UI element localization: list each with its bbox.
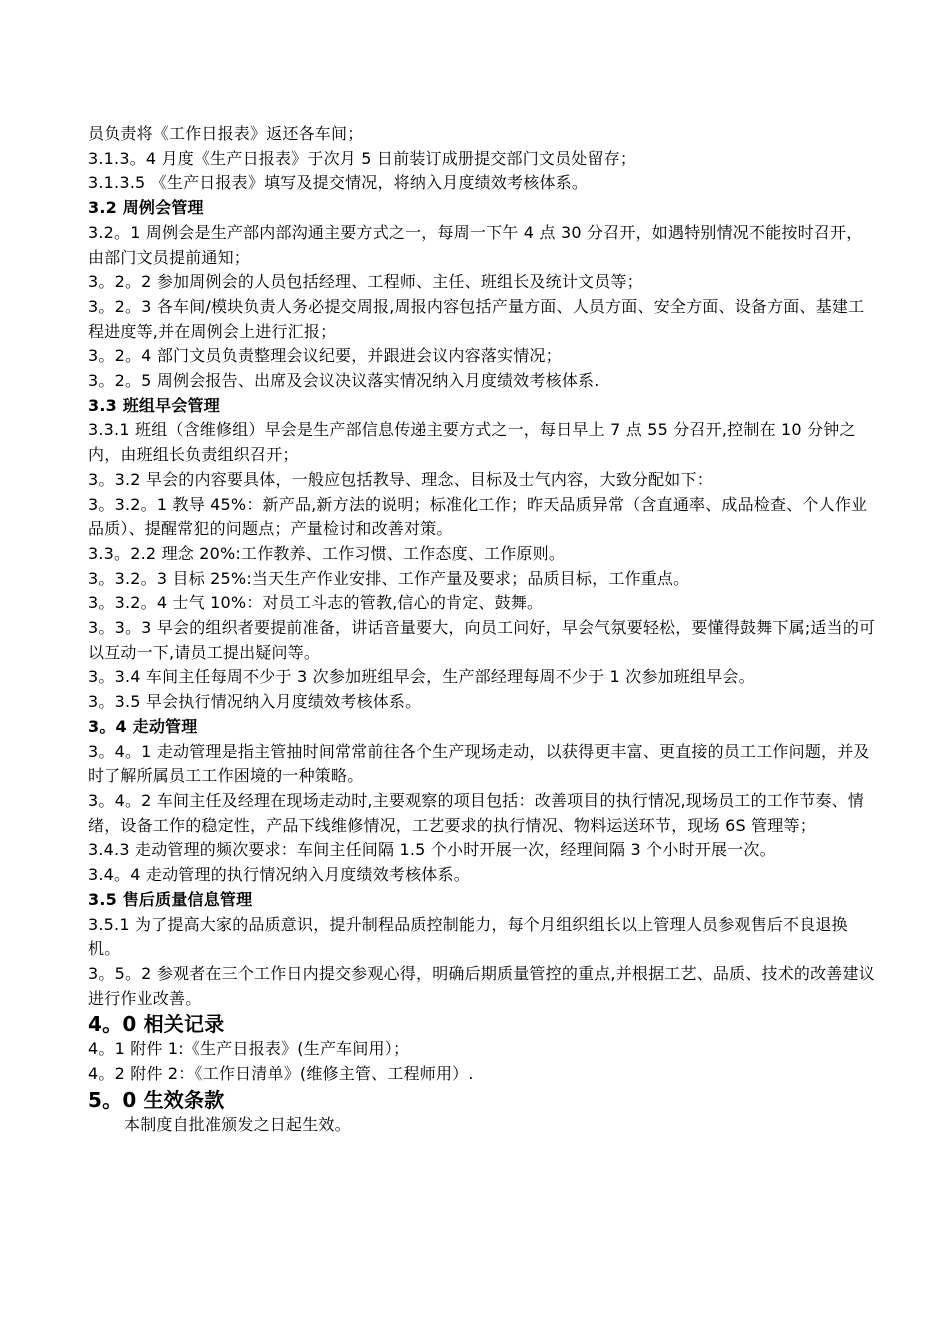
paragraph: 3.3.1 班组（含维修组）早会是生产部信息传递主要方式之一，每日早上 7 点 55 分召开,控制在 10 分钟之内，由班组长负责组织召开； — [88, 420, 856, 465]
paragraph: 3。5。2 参观者在三个工作日内提交参观心得，明确后期质量管控的重点,并根据工艺、品质、技术的改善建议进行作业改善。 — [88, 963, 875, 1008]
section-heading: 3.5 售后质量信息管理 — [88, 889, 253, 909]
paragraph: 3。2。3 各车间/模块负责人务必提交周报,周报内容包括产量方面、人员方面、安全方面、设备方面、基建工程进度等,并在周例会上进行汇报； — [88, 296, 865, 341]
paragraph: 3.1.3.5 《生产日报表》填写及提交情况，将纳入月度绩效考核体系。 — [88, 173, 589, 193]
section-heading: 3。4 走动管理 — [88, 716, 198, 736]
paragraph: 3.4。4 走动管理的执行情况纳入月度绩效考核体系。 — [88, 865, 470, 885]
paragraph: 3。3.2。4 士气 10%：对员工斗志的管教,信心的肯定、鼓舞。 — [88, 593, 544, 613]
paragraph: 3.2。1 周例会是生产部内部沟通主要方式之一，每周一下午 4 点 30 分召开，如遇特别情况不能按时召开，由部门文员提前通知； — [88, 222, 863, 267]
paragraph: 3.5.1 为了提高大家的品质意识，提升制程品质控制能力，每个月组织组长以上管理人员参观售后不良退换机。 — [88, 914, 848, 959]
paragraph: 本制度自批准颁发之日起生效。 — [124, 1114, 351, 1134]
paragraph: 3。4。1 走动管理是指主管抽时间常常前往各个生产现场走动，以获得更丰富、更直接的员工工作问题，并及时了解所属员工工作困境的一种策略。 — [88, 741, 870, 786]
paragraph: 3.3。2.2 理念 20%:工作教养、工作习惯、工作态度、工作原则。 — [88, 543, 566, 563]
paragraph: 4。1 附件 1:《生产日报表》(生产车间用）； — [88, 1039, 410, 1059]
paragraph: 3。3。3 早会的组织者要提前准备，讲话音量要大，向员工问好，早会气氛要轻松，要懂得鼓舞下属;适当的可以互动一下,请员工提出疑问等。 — [88, 618, 876, 662]
paragraph: 3。2。4 部门文员负责整理会议纪要，并跟进会议内容落实情况； — [88, 346, 562, 366]
paragraph: 3。2。2 参加周例会的人员包括经理、工程师、主任、班组长及统计文员等； — [88, 272, 643, 292]
document-page — [88, 122, 878, 1137]
paragraph: 4。2 附件 2：《工作日清单》(维修主管、工程师用）. — [88, 1064, 474, 1084]
paragraph: 3。4。2 车间主任及经理在现场走动时,主要观察的项目包括：改善项目的执行情况,现场员工的工作节奏、情绪，设备工作的稳定性，产品下线维修情况，工艺要求的执行情况、物料运送环节，现场 6S 管理等； — [88, 790, 864, 835]
paragraph: 员负责将《工作日报表》返还各车间； — [88, 124, 364, 143]
section-heading: 3.3 班组早会管理 — [88, 395, 220, 415]
paragraph: 3。3.4 车间主任每周不少于 3 次参加班组早会，生产部经理每周不少于 1 次参加班组早会。 — [88, 667, 755, 687]
paragraph: 3。3.2。3 目标 25%:当天生产作业安排、工作产量及要求；品质目标，工作重点。 — [88, 568, 690, 588]
paragraph: 3.4.3 走动管理的频次要求：车间主任间隔 1.5 个小时开展一次，经理间隔 3 个小时开展一次。 — [88, 840, 776, 860]
paragraph: 3。3.2 早会的内容要具体，一般应包括教导、理念、目标及士气内容，大致分配如下： — [88, 469, 713, 489]
paragraph: 3。2。5 周例会报告、出席及会议决议落实情况纳入月度绩效考核体系. — [88, 371, 600, 391]
section-heading: 3.2 周例会管理 — [88, 198, 204, 218]
paragraph: 3。3.2。1 教导 45%：新产品,新方法的说明；标准化工作；昨天品质异常（含直通率、成品检查、个人作业品质）、提醒常犯的问题点；产量检讨和改善对策。 — [88, 494, 868, 539]
chapter-heading: 5。0 生效条款 — [88, 1087, 225, 1112]
paragraph: 3。3.5 早会执行情况纳入月度绩效考核体系。 — [88, 692, 422, 712]
paragraph: 3.1.3。4 月度《生产日报表》于次月 5 日前装订成册提交部门文员处留存； — [88, 148, 637, 168]
chapter-heading: 4。0 相关记录 — [88, 1012, 225, 1037]
